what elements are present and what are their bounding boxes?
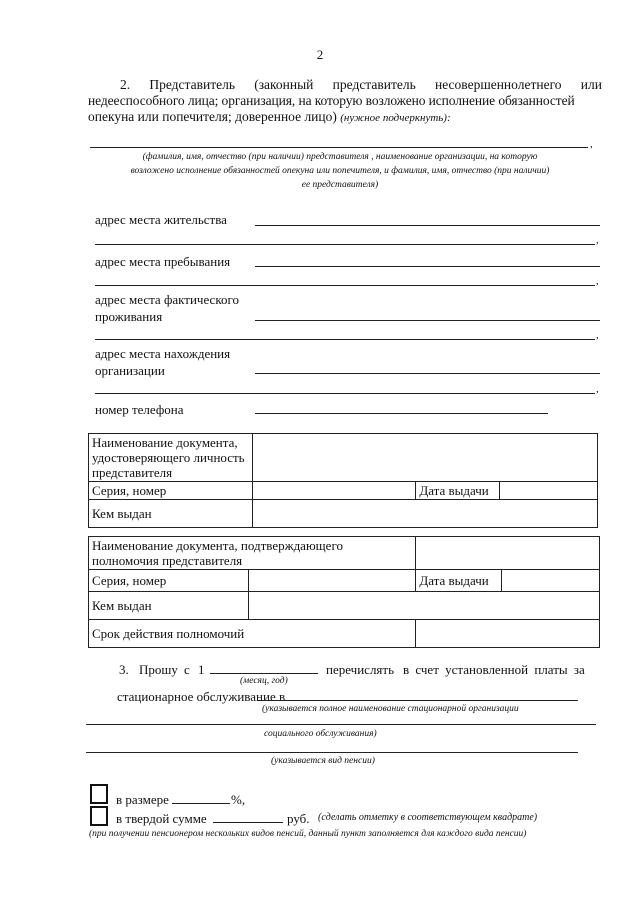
section2-word: или <box>580 77 602 92</box>
table-label-line: Наименование документа, <box>92 435 238 450</box>
underline-note: (нужное подчеркнуть): <box>340 112 451 124</box>
residence-address-label: адрес места жительства <box>95 212 227 227</box>
org-address-line2[interactable] <box>95 393 595 394</box>
section2-line1 <box>88 77 602 93</box>
authority-issued-by-label: Кем выдан <box>89 592 249 620</box>
org-address-label-1: адрес места нахождения <box>95 346 231 361</box>
authority-document-name-cell[interactable] <box>416 537 600 570</box>
residence-address-line[interactable] <box>255 225 600 226</box>
org-address-line[interactable] <box>255 373 600 374</box>
authority-validity-label: Срок действия полномочий <box>89 620 416 648</box>
fixed-sum-label: в твердой сумме <box>116 811 207 826</box>
comma-mark: , <box>596 275 599 287</box>
table-label-line: Наименование документа, подтверждающего <box>92 538 343 553</box>
residence-address-line2[interactable] <box>95 244 595 245</box>
section2-word: представитель <box>332 77 416 92</box>
pension-type-line[interactable] <box>86 752 578 753</box>
fixed-sum-currency: руб. <box>287 811 310 826</box>
authority-issued-by-cell[interactable] <box>248 592 599 620</box>
authority-series-label: Серия, номер <box>89 570 249 592</box>
identity-issued-by-label: Кем выдан <box>89 500 253 528</box>
representative-name-line[interactable] <box>90 147 588 148</box>
section2-word: Представитель <box>149 77 235 92</box>
section3-from: с <box>184 662 190 677</box>
authority-series-cell[interactable] <box>248 570 416 592</box>
section3-number: 3. <box>119 662 129 677</box>
section3-request: Прошу <box>139 662 178 677</box>
identity-document-name-label <box>89 434 253 482</box>
authority-issue-date-cell[interactable] <box>502 570 600 592</box>
comma-mark: , <box>596 383 599 395</box>
identity-series-cell[interactable] <box>252 482 416 500</box>
section2-word: несовершеннолетнего <box>434 77 562 92</box>
stationary-service-label: стационарное обслуживание в <box>117 689 286 704</box>
percent-label: в размере <box>116 792 169 807</box>
phone-line[interactable] <box>255 413 548 414</box>
identity-issue-date-label: Дата выдачи <box>416 482 500 500</box>
identity-issue-date-cell[interactable] <box>500 482 598 500</box>
actual-address-line2[interactable] <box>95 339 595 340</box>
percent-checkbox[interactable] <box>90 784 108 804</box>
section3-transfer: перечислять <box>326 662 395 677</box>
organization-name-line[interactable] <box>258 700 578 701</box>
table-label-line: полномочия представителя <box>92 553 243 568</box>
identity-document-table <box>88 433 598 528</box>
stay-address-line2[interactable] <box>95 285 595 286</box>
identity-series-label: Серия, номер <box>89 482 253 500</box>
comma-mark: , <box>596 234 599 246</box>
fixed-sum-note: (сделать отметку в соответствующем квадрате) <box>318 812 538 823</box>
percent-suffix: %, <box>231 792 246 807</box>
caption-line3: ее представителя) <box>301 180 379 190</box>
month-year-caption: (месяц, год) <box>240 676 288 686</box>
fixed-sum-checkbox[interactable] <box>90 806 108 826</box>
section2-paragraph <box>88 77 602 126</box>
stay-address-line[interactable] <box>255 266 600 267</box>
page-number: 2 <box>316 47 324 62</box>
caption-line2: возложено исполнение обязанностей опекуна или попечителя, и фамилия, имя, отчество (при наличии) <box>130 166 550 176</box>
stay-address-label: адрес места пребывания <box>95 254 231 269</box>
table-label-line: представителя <box>92 465 173 480</box>
section3-day: 1 <box>198 662 205 677</box>
org-caption-1: (указывается полное наименование стационарной организации <box>262 704 519 714</box>
identity-issued-by-cell[interactable] <box>252 500 597 528</box>
actual-address-label-2: проживания <box>95 309 163 324</box>
section2-line3 <box>88 109 602 126</box>
actual-address-line[interactable] <box>255 320 600 321</box>
authority-issue-date-label: Дата выдачи <box>416 570 502 592</box>
org-caption-2: социального обслуживания) <box>264 729 377 739</box>
organization-name-line2[interactable] <box>86 724 596 725</box>
percent-value-line[interactable] <box>172 803 230 804</box>
section2-number: 2. <box>120 77 131 92</box>
pension-footnote: (при получении пенсионером нескольких видов пенсий, данный пункт заполняется для каждого вида пенсии) <box>89 829 527 839</box>
authority-document-name-label <box>89 537 416 570</box>
fixed-sum-value-line[interactable] <box>213 822 283 823</box>
comma-mark: , <box>590 138 593 150</box>
authority-validity-cell[interactable] <box>416 620 600 648</box>
table-label-line: удостоверяющего личность <box>92 450 245 465</box>
authority-document-table <box>88 536 600 648</box>
section2-line3-text: опекуна или попечителя; доверенное лицо) <box>88 109 337 124</box>
section2-line2: недееспособного лица; организация, на которую возложено исполнение обязанностей <box>88 93 575 108</box>
section2-word: (законный <box>254 77 314 92</box>
comma-mark: , <box>596 329 599 341</box>
org-address-label-2: организации <box>95 363 165 378</box>
pension-type-caption: (указывается вид пенсии) <box>271 756 375 766</box>
caption-line1: (фамилия, имя, отчество (при наличии) представителя , наименование организации, на которую <box>142 152 538 162</box>
identity-document-name-cell[interactable] <box>252 434 597 482</box>
section3-payment-text: в счет установленной платы за <box>403 662 585 677</box>
phone-label: номер телефона <box>95 402 184 417</box>
actual-address-label-1: адрес места фактического <box>95 292 239 307</box>
